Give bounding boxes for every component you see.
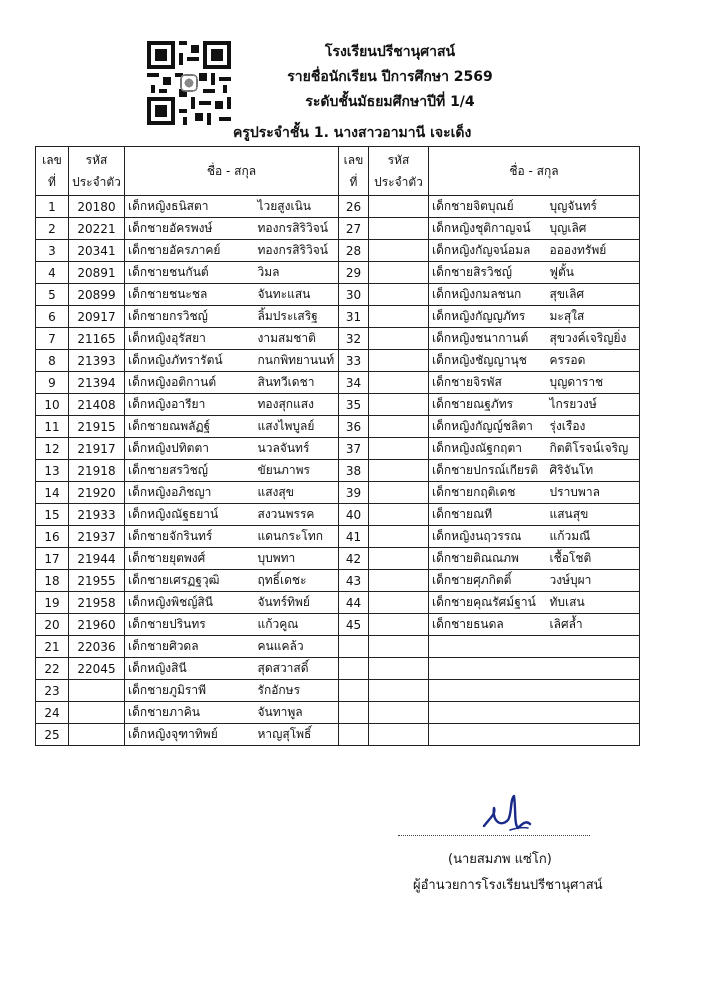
student-surname: สงวนพรรค <box>255 504 339 526</box>
student-surname: ทองกรสิริวิจน์ <box>255 240 339 262</box>
table-row <box>36 438 640 460</box>
row-number: 45 <box>339 614 369 636</box>
student-surname: บุญเลิศ <box>547 218 640 240</box>
student-surname: ไวยสูงเนิน <box>255 196 339 218</box>
table-row <box>36 394 640 416</box>
student-id: 21937 <box>69 526 125 548</box>
table-row <box>36 262 640 284</box>
student-surname: จันทร์ทิพย์ <box>255 592 339 614</box>
row-number: 9 <box>36 372 69 394</box>
table-row <box>36 636 640 658</box>
student-id: 20341 <box>69 240 125 262</box>
col-student-id: รหัส ประจำตัว <box>369 147 429 196</box>
student-name: เด็กชายยุตพงศ์ <box>125 548 255 570</box>
student-name: เด็กหญิงกัญจน์อมล <box>429 240 547 262</box>
table-row <box>36 218 640 240</box>
table-row <box>36 372 640 394</box>
student-id: 21958 <box>69 592 125 614</box>
row-number: 42 <box>339 548 369 570</box>
table-header-row <box>36 147 640 196</box>
student-name: เด็กหญิงกัญญภัทร <box>429 306 547 328</box>
student-id <box>369 196 429 218</box>
document-header <box>240 40 540 115</box>
table-row <box>36 614 640 636</box>
student-surname: ครรอด <box>547 350 640 372</box>
student-id <box>369 394 429 416</box>
row-number: 11 <box>36 416 69 438</box>
student-surname: ศิริจันโท <box>547 460 640 482</box>
row-number: 39 <box>339 482 369 504</box>
student-surname: จันทะแสน <box>255 284 339 306</box>
row-number: 37 <box>339 438 369 460</box>
col-full-name: ชื่อ - สกุล <box>125 147 339 196</box>
row-number: 4 <box>36 262 69 284</box>
student-name: เด็กชายณพลัฏฐ์ <box>125 416 255 438</box>
student-surname <box>547 636 640 658</box>
student-surname: ฤทธิ์เดชะ <box>255 570 339 592</box>
row-number: 19 <box>36 592 69 614</box>
row-number: 35 <box>339 394 369 416</box>
student-name: เด็กชายคุณรัศม์ฐาน์ <box>429 592 547 614</box>
col-student-id: รหัส ประจำตัว <box>69 147 125 196</box>
student-id <box>369 416 429 438</box>
student-name: เด็กชายชนกันต์ <box>125 262 255 284</box>
table-row <box>36 284 640 306</box>
table-row <box>36 416 640 438</box>
row-number: 13 <box>36 460 69 482</box>
row-number: 18 <box>36 570 69 592</box>
student-surname: รักอักษร <box>255 680 339 702</box>
student-surname: มะสุใส <box>547 306 640 328</box>
student-name: เด็กชายศุภกิตติ์ <box>429 570 547 592</box>
row-number: 23 <box>36 680 69 702</box>
row-number: 14 <box>36 482 69 504</box>
student-name <box>429 658 547 680</box>
student-id <box>369 482 429 504</box>
table-row <box>36 328 640 350</box>
col-full-name: ชื่อ - สกุล <box>429 147 640 196</box>
row-number: 2 <box>36 218 69 240</box>
row-number: 6 <box>36 306 69 328</box>
student-surname <box>547 658 640 680</box>
table-row <box>36 240 640 262</box>
student-surname: วิมล <box>255 262 339 284</box>
student-id: 21408 <box>69 394 125 416</box>
student-id <box>369 548 429 570</box>
student-id <box>369 328 429 350</box>
student-id <box>369 636 429 658</box>
student-surname: บุญจันทร์ <box>547 196 640 218</box>
student-name: เด็กชายสรวิชญ์ <box>125 460 255 482</box>
student-id: 20891 <box>69 262 125 284</box>
row-number: 25 <box>36 724 69 746</box>
student-name: เด็กชายปรินทร <box>125 614 255 636</box>
student-name <box>429 724 547 746</box>
row-number: 36 <box>339 416 369 438</box>
student-surname: สินทวีเดชา <box>255 372 339 394</box>
student-id: 21915 <box>69 416 125 438</box>
row-number: 7 <box>36 328 69 350</box>
row-number: 40 <box>339 504 369 526</box>
student-id <box>369 592 429 614</box>
table-row <box>36 658 640 680</box>
col-no: เลข ที่ <box>36 147 69 196</box>
student-id: 20221 <box>69 218 125 240</box>
student-surname: แก้วคูณ <box>255 614 339 636</box>
student-id: 21393 <box>69 350 125 372</box>
row-number <box>339 702 369 724</box>
row-number: 31 <box>339 306 369 328</box>
student-surname <box>547 702 640 724</box>
row-number <box>339 658 369 680</box>
table-row <box>36 592 640 614</box>
student-id: 20899 <box>69 284 125 306</box>
student-name: เด็กหญิงชุติกาญจน์ <box>429 218 547 240</box>
student-name: เด็กชายกฤติเดช <box>429 482 547 504</box>
student-name: เด็กชายติณณภพ <box>429 548 547 570</box>
signer-title: ผู้อำนวยการโรงเรียนปรีชานุศาสน์ <box>413 878 603 893</box>
student-id <box>369 350 429 372</box>
student-surname: คนแคล้ว <box>255 636 339 658</box>
student-name: เด็กหญิงอารียา <box>125 394 255 416</box>
student-name <box>429 636 547 658</box>
row-number: 33 <box>339 350 369 372</box>
row-number: 29 <box>339 262 369 284</box>
table-row <box>36 724 640 746</box>
student-id <box>369 680 429 702</box>
student-name: เด็กชายภูมิราพี <box>125 680 255 702</box>
table-row <box>36 680 640 702</box>
signer-name: (นายสมภพ แซ่โก) <box>448 852 552 867</box>
student-name: เด็กหญิงอุรัสยา <box>125 328 255 350</box>
student-name: เด็กชายธนดล <box>429 614 547 636</box>
student-id: 20180 <box>69 196 125 218</box>
row-number: 1 <box>36 196 69 218</box>
student-id <box>369 526 429 548</box>
row-number: 34 <box>339 372 369 394</box>
student-name: เด็กชายสิรวิชญ์ <box>429 262 547 284</box>
student-name: เด็กชายจิตบุณย์ <box>429 196 547 218</box>
student-surname: ทองกรสิริวิจน์ <box>255 218 339 240</box>
row-number <box>339 636 369 658</box>
student-name: เด็กหญิงอติกานต์ <box>125 372 255 394</box>
student-id <box>369 306 429 328</box>
student-surname: รุ่งเรือง <box>547 416 640 438</box>
row-number: 3 <box>36 240 69 262</box>
student-id: 20917 <box>69 306 125 328</box>
table-row <box>36 306 640 328</box>
student-id: 21933 <box>69 504 125 526</box>
student-name: เด็กหญิงกมลชนก <box>429 284 547 306</box>
student-id <box>369 438 429 460</box>
student-id <box>369 284 429 306</box>
student-name: เด็กชายชนะชล <box>125 284 255 306</box>
student-surname: ไกรยวงษ์ <box>547 394 640 416</box>
student-surname: วงษ์บุผา <box>547 570 640 592</box>
student-id: 21960 <box>69 614 125 636</box>
row-number: 15 <box>36 504 69 526</box>
row-number: 38 <box>339 460 369 482</box>
qr-code <box>147 40 231 126</box>
student-surname: บุบพทา <box>255 548 339 570</box>
student-id: 21394 <box>69 372 125 394</box>
homeroom-teacher: ครูประจำชั้น 1. นางสาวอามานี เจะเด็ง <box>233 125 472 141</box>
student-name: เด็กหญิงอภิชญา <box>125 482 255 504</box>
student-name: เด็กชายจิรพัส <box>429 372 547 394</box>
student-name: เด็กหญิงณัฐธยาน์ <box>125 504 255 526</box>
student-id <box>369 570 429 592</box>
student-name: เด็กหญิงชัญญานุช <box>429 350 547 372</box>
student-surname: สุขเลิศ <box>547 284 640 306</box>
student-name: เด็กหญิงณัฐกฤตา <box>429 438 547 460</box>
student-name: เด็กชายปกรณ์เกียรติ <box>429 460 547 482</box>
student-surname: แสงสุข <box>255 482 339 504</box>
student-name: เด็กหญิงสินี <box>125 658 255 680</box>
student-name: เด็กหญิงปทิตตา <box>125 438 255 460</box>
student-surname <box>547 680 640 702</box>
student-id: 21920 <box>69 482 125 504</box>
student-id <box>369 240 429 262</box>
row-number: 10 <box>36 394 69 416</box>
student-name: เด็กหญิงธนิสตา <box>125 196 255 218</box>
student-name: เด็กหญิงนฤวรรณ <box>429 526 547 548</box>
row-number: 27 <box>339 218 369 240</box>
row-number <box>339 680 369 702</box>
class-level: ระดับชั้นมัธยมศึกษาปีที่ 1/4 <box>305 94 475 110</box>
student-name: เด็กชายเศรฏฐวุฒิ <box>125 570 255 592</box>
table-row <box>36 526 640 548</box>
student-surname: ปราบพาล <box>547 482 640 504</box>
student-id <box>369 702 429 724</box>
student-id: 22036 <box>69 636 125 658</box>
student-surname: ทองสุกแสง <box>255 394 339 416</box>
student-surname: แสนสุข <box>547 504 640 526</box>
student-id: 21917 <box>69 438 125 460</box>
table-row <box>36 702 640 724</box>
row-number: 32 <box>339 328 369 350</box>
student-name: เด็กชายศิวดล <box>125 636 255 658</box>
student-name: เด็กชายอัครพงษ์ <box>125 218 255 240</box>
signature-line <box>398 835 590 836</box>
student-roster-table <box>35 146 640 746</box>
student-name: เด็กชายณฐภัทร <box>429 394 547 416</box>
table-row <box>36 460 640 482</box>
row-number: 41 <box>339 526 369 548</box>
row-number: 12 <box>36 438 69 460</box>
student-surname <box>547 724 640 746</box>
student-id: 21955 <box>69 570 125 592</box>
student-id: 21918 <box>69 460 125 482</box>
student-id: 22045 <box>69 658 125 680</box>
row-number: 44 <box>339 592 369 614</box>
student-surname: หาญสุโพธิ์ <box>255 724 339 746</box>
student-id <box>369 614 429 636</box>
student-id <box>69 680 125 702</box>
student-name: เด็กชายจักรินทร์ <box>125 526 255 548</box>
row-number: 28 <box>339 240 369 262</box>
row-number: 24 <box>36 702 69 724</box>
student-id <box>369 218 429 240</box>
student-name: เด็กหญิงกัญญ์ชลิตา <box>429 416 547 438</box>
row-number: 30 <box>339 284 369 306</box>
student-name: เด็กชายกรวิชญ์ <box>125 306 255 328</box>
table-row <box>36 504 640 526</box>
student-id <box>69 702 125 724</box>
student-surname: สุขวงค์เจริญยิ่ง <box>547 328 640 350</box>
student-id <box>369 460 429 482</box>
student-surname: จันทาพูล <box>255 702 339 724</box>
table-row <box>36 350 640 372</box>
table-row <box>36 196 640 218</box>
row-number: 43 <box>339 570 369 592</box>
student-id: 21165 <box>69 328 125 350</box>
student-id <box>369 658 429 680</box>
student-surname: บุญดาราช <box>547 372 640 394</box>
director-signature <box>470 790 540 836</box>
table-row <box>36 482 640 504</box>
student-surname: นวลจันทร์ <box>255 438 339 460</box>
student-name: เด็กชายอัครภาคย์ <box>125 240 255 262</box>
student-surname: ขัยนภาพร <box>255 460 339 482</box>
student-surname: ฟูตั้น <box>547 262 640 284</box>
row-number: 20 <box>36 614 69 636</box>
student-surname: ทับเสน <box>547 592 640 614</box>
col-no: เลข ที่ <box>339 147 369 196</box>
student-surname: กิตติโรจน์เจริญ <box>547 438 640 460</box>
student-id <box>369 372 429 394</box>
student-surname: เลิศล้ำ <box>547 614 640 636</box>
row-number: 26 <box>339 196 369 218</box>
student-surname: เชื้อโชติ <box>547 548 640 570</box>
student-surname: แดนกระโทก <box>255 526 339 548</box>
student-id: 21944 <box>69 548 125 570</box>
student-surname: สุดสวาสดิ์ <box>255 658 339 680</box>
student-surname: กนกพิทยานนท์ <box>255 350 339 372</box>
table-row <box>36 548 640 570</box>
student-surname: แสงไพบูลย์ <box>255 416 339 438</box>
student-name: เด็กหญิงภัทรารัตน์ <box>125 350 255 372</box>
student-name: เด็กชายภาคิน <box>125 702 255 724</box>
student-id <box>369 262 429 284</box>
row-number <box>339 724 369 746</box>
student-surname: แก้วมณี <box>547 526 640 548</box>
student-name: เด็กชายณที <box>429 504 547 526</box>
student-id <box>369 724 429 746</box>
student-id <box>69 724 125 746</box>
student-id <box>369 504 429 526</box>
row-number: 16 <box>36 526 69 548</box>
row-number: 22 <box>36 658 69 680</box>
school-name: โรงเรียนปรีชานุศาสน์ <box>324 44 456 60</box>
row-number: 17 <box>36 548 69 570</box>
student-surname: ลิ้มประเสริฐ <box>255 306 339 328</box>
row-number: 8 <box>36 350 69 372</box>
student-name <box>429 680 547 702</box>
student-name: เด็กหญิงชนากานต์ <box>429 328 547 350</box>
list-title: รายชื่อนักเรียน ปีการศึกษา 2569 <box>287 69 493 85</box>
row-number: 5 <box>36 284 69 306</box>
student-name <box>429 702 547 724</box>
student-surname: ออองทรัพย์ <box>547 240 640 262</box>
student-name: เด็กหญิงจุฑาทิพย์ <box>125 724 255 746</box>
student-name: เด็กหญิงพิชญ์สินี <box>125 592 255 614</box>
table-row <box>36 570 640 592</box>
row-number: 21 <box>36 636 69 658</box>
student-surname: งามสมชาติ <box>255 328 339 350</box>
